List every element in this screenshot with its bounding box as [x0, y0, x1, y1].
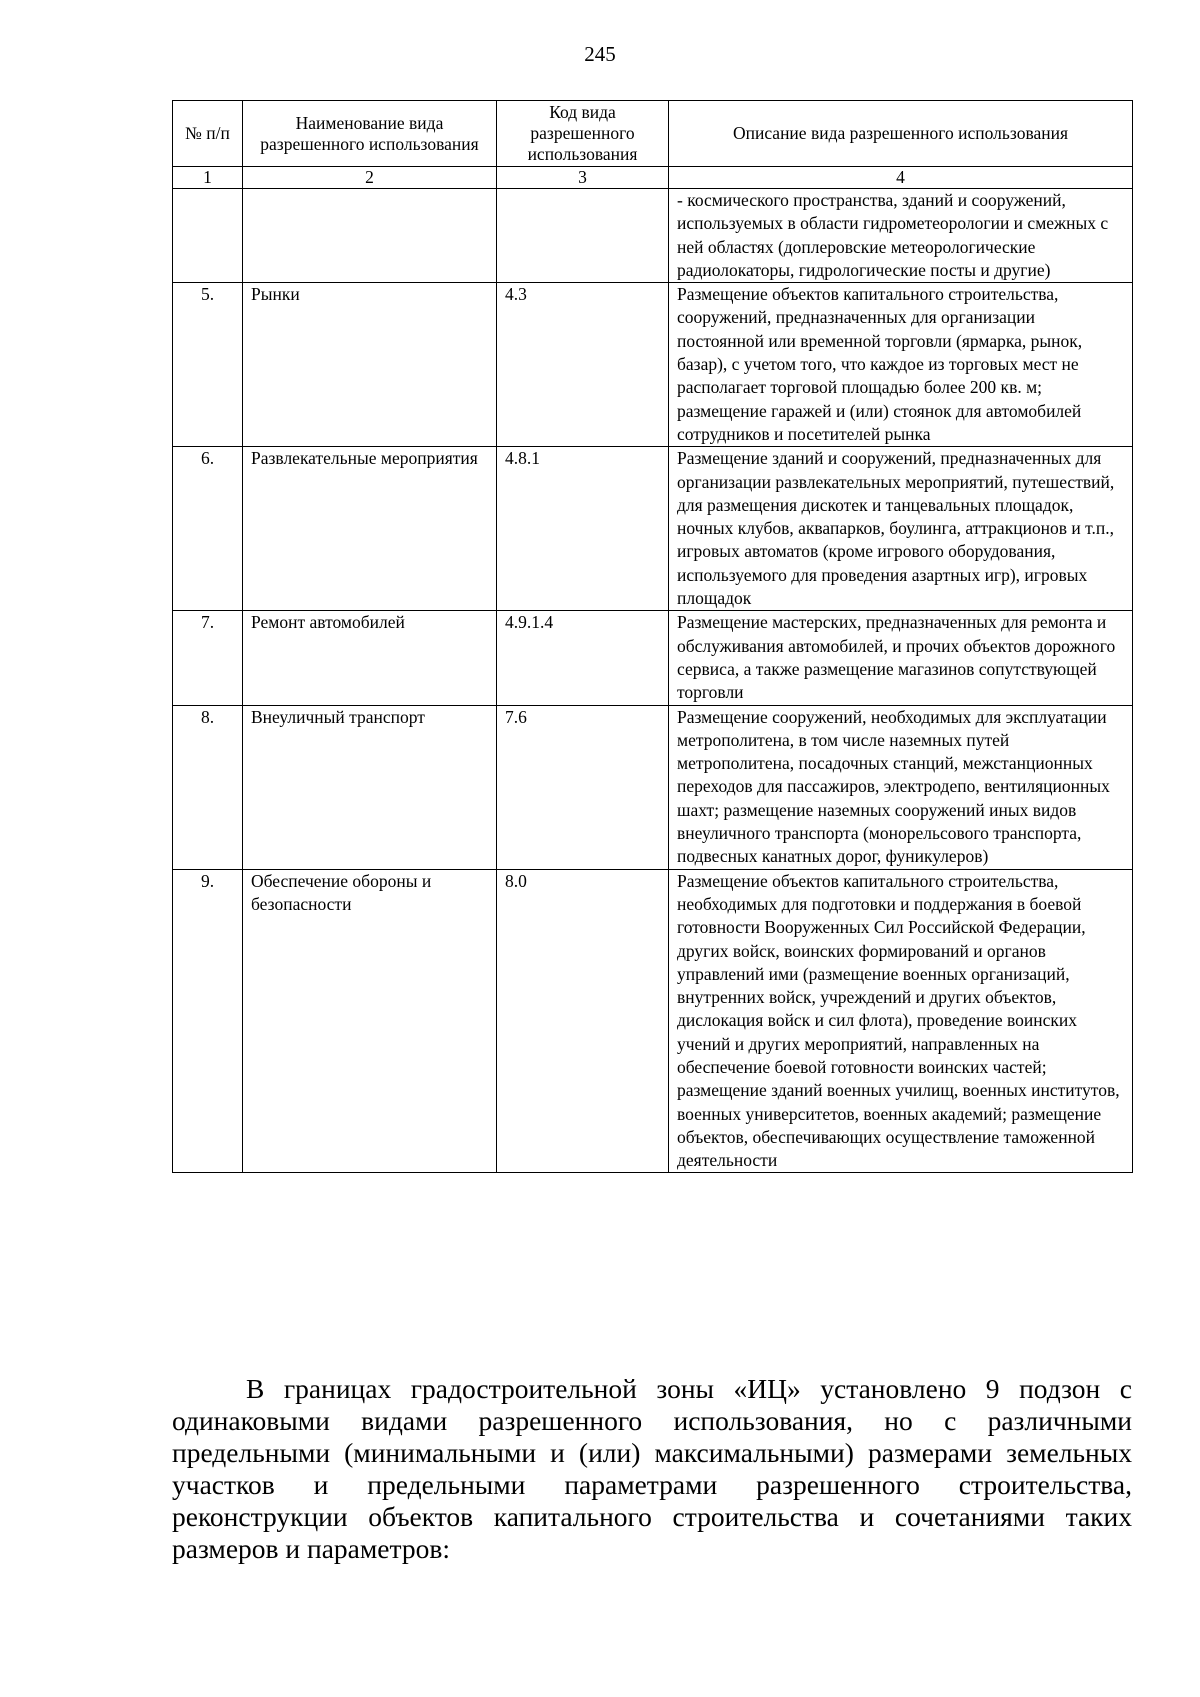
body-paragraph: В границах градостроительной зоны «ИЦ» установлено 9 подзон с одинаковыми видами разрешенного использования, но с различными предельными (минимальными и (или) максимальными) размерами земельных участков и предельными параметрами разрешенного строительства, реконструкции объектов капитального строительства и сочетаниями таких размеров и параметров:: [172, 1373, 1132, 1564]
use-name: Рынки: [243, 283, 497, 447]
use-description: Размещение сооружений, необходимых для эксплуатации метрополитена, в том числе наземных путей метрополитена, посадочных станций, межстанционных переходов для пассажиров, электродепо, вентиляционных шахт; размещение наземных сооружений иных видов внеуличного транспорта (монорельсового транспорта, подвесных канатных дорог, фуникулеров): [669, 705, 1133, 869]
use-code: 4.3: [497, 283, 669, 447]
use-code: 8.0: [497, 869, 669, 1173]
page-number: 245: [584, 42, 616, 66]
table-header-row: [173, 101, 1133, 167]
use-name: Ремонт автомобилей: [243, 611, 497, 705]
row-number: 5.: [173, 283, 243, 447]
row-number: 9.: [173, 869, 243, 1173]
use-name: Внеуличный транспорт: [243, 705, 497, 869]
use-code: 7.6: [497, 705, 669, 869]
row-number: [173, 189, 243, 283]
use-description: - космического пространства, зданий и сооружений, используемых в области гидрометеорологии и смежных с ней областях (доплеровские метеорологические радиолокаторы, гидрологические посты и другие): [669, 189, 1133, 283]
header-use-description: Описание вида разрешенного использования: [669, 101, 1133, 167]
header-number: № п/п: [173, 101, 243, 167]
use-description: Размещение мастерских, предназначенных для ремонта и обслуживания автомобилей, и прочих объектов дорожного сервиса, а также размещение магазинов сопутствующей торговли: [669, 611, 1133, 705]
row-number: 7.: [173, 611, 243, 705]
use-name: [243, 189, 497, 283]
table-row: [173, 705, 1133, 869]
table-row: [173, 869, 1133, 1173]
use-code: 4.8.1: [497, 447, 669, 611]
use-description: Размещение объектов капитального строительства, необходимых для подготовки и поддержания в боевой готовности Вооруженных Сил Российской Федерации, других войск, воинских формирований и органов управлений ими (размещение военных организаций, внутренних войск, учреждений и других объектов, дислокация войск и сил флота), проведение воинских учений и других мероприятий, направленных на обеспечение боевой готовности воинских частей; размещение зданий военных училищ, военных институтов, военных университетов, военных академий; размещение объектов, обеспечивающих осуществление таможенной деятельности: [669, 869, 1133, 1173]
header-use-name: Наименование вида разрешенного использования: [243, 101, 497, 167]
column-number-row: [173, 167, 1133, 189]
table-row: [173, 283, 1133, 447]
use-code: 4.9.1.4: [497, 611, 669, 705]
table-row: [173, 447, 1133, 611]
use-name: Развлекательные мероприятия: [243, 447, 497, 611]
use-name: Обеспечение обороны и безопасности: [243, 869, 497, 1173]
column-number: 2: [243, 167, 497, 189]
use-description: Размещение зданий и сооружений, предназначенных для организации развлекательных мероприятий, путешествий, для размещения дискотек и танцевальных площадок, ночных клубов, аквапарков, боулинга, аттракционов и т.п., игровых автоматов (кроме игрового оборудования, используемого для проведения азартных игр), игровых площадок: [669, 447, 1133, 611]
table-row: [173, 611, 1133, 705]
permitted-use-table: [172, 100, 1133, 1173]
header-use-code: Код вида разрешенного использования: [497, 101, 669, 167]
column-number: 4: [669, 167, 1133, 189]
column-number: 3: [497, 167, 669, 189]
use-code: [497, 189, 669, 283]
column-number: 1: [173, 167, 243, 189]
row-number: 8.: [173, 705, 243, 869]
row-number: 6.: [173, 447, 243, 611]
use-description: Размещение объектов капитального строительства, сооружений, предназначенных для организации постоянной или временной торговли (ярмарка, рынок, базар), с учетом того, что каждое из торговых мест не располагает торговой площадью более 200 кв. м; размещение гаражей и (или) стоянок для автомобилей сотрудников и посетителей рынка: [669, 283, 1133, 447]
table-row: [173, 189, 1133, 283]
